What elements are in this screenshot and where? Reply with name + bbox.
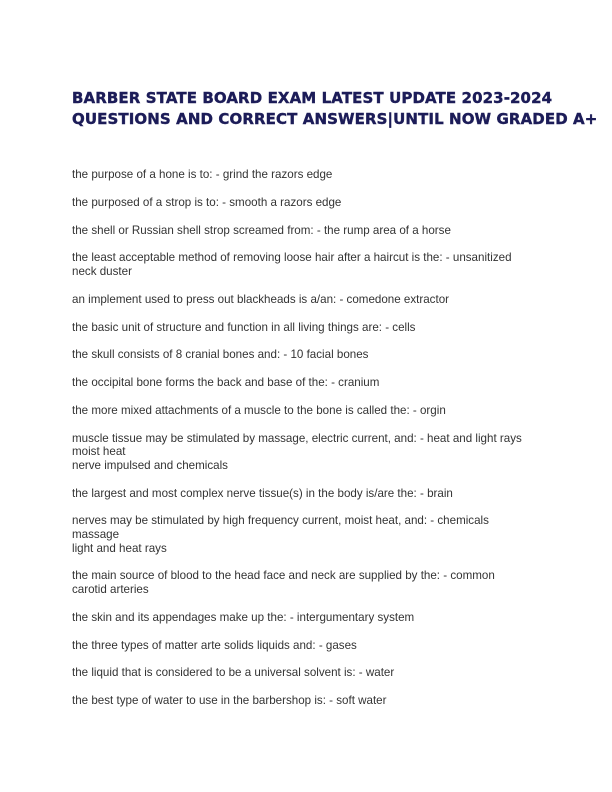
qa-item: the more mixed attachments of a muscle to the bone is called the: - orgin bbox=[72, 403, 446, 417]
qa-item: the three types of matter arte solids liquids and: - gases bbox=[72, 638, 357, 652]
qa-item: muscle tissue may be stimulated by massage, electric current, and: - heat and light rays moist heat nerve impulsed and chemicals bbox=[72, 431, 522, 472]
qa-item: the occipital bone forms the back and base of the: - cranium bbox=[72, 376, 380, 390]
qa-item: the best type of water to use in the barbershop is: - soft water bbox=[72, 694, 387, 708]
qa-item: the skin and its appendages make up the: - intergumentary system bbox=[72, 610, 415, 624]
qa-item: the purposed of a strop is to: - smooth a razors edge bbox=[72, 195, 342, 209]
qa-item: the main source of blood to the head face and neck are supplied by the: - common carotid arteries bbox=[72, 569, 495, 596]
question-answer-list bbox=[72, 168, 542, 722]
qa-item: nerves may be stimulated by high frequency current, moist heat, and: - chemicals massage light and heat rays bbox=[72, 514, 489, 555]
qa-item: the shell or Russian shell strop screamed from: - the rump area of a horse bbox=[72, 223, 451, 237]
qa-item: the least acceptable method of removing loose hair after a haircut is the: - unsanitized neck duster bbox=[72, 251, 512, 278]
qa-item: the largest and most complex nerve tissue(s) in the body is/are the: - brain bbox=[72, 486, 453, 500]
qa-item: an implement used to press out blackheads is a/an: - comedone extractor bbox=[72, 292, 450, 306]
document-title bbox=[72, 88, 598, 130]
qa-item: the basic unit of structure and function in all living things are: - cells bbox=[72, 320, 416, 334]
qa-item: the skull consists of 8 cranial bones and: - 10 facial bones bbox=[72, 348, 369, 362]
title-line-2: QUESTIONS AND CORRECT ANSWERS|UNTIL NOW GRADED A+ bbox=[72, 110, 598, 128]
qa-item: the liquid that is considered to be a universal solvent is: - water bbox=[72, 666, 395, 680]
qa-item: the purpose of a hone is to: - grind the razors edge bbox=[72, 168, 333, 181]
title-line-1: BARBER STATE BOARD EXAM LATEST UPDATE 2023-2024 bbox=[72, 89, 553, 107]
